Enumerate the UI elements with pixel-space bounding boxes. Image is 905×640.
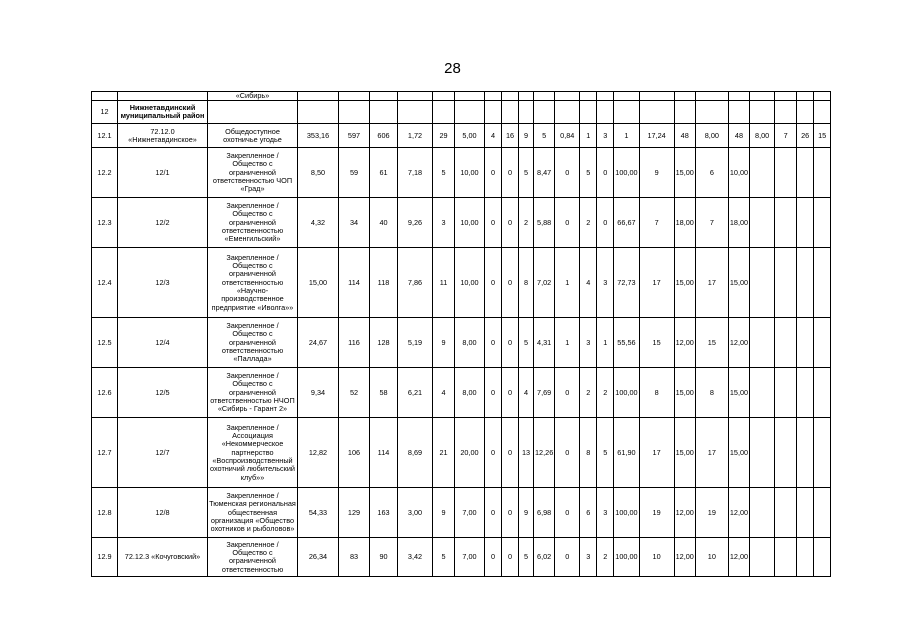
empty-cell [814,538,831,577]
empty-cell [814,198,831,248]
value-cell: 19 [639,488,674,538]
value-cell: 10,00 [455,148,485,198]
row-number-cell: 12.6 [92,368,118,418]
value-cell: 48 [674,124,695,148]
value-cell: 12,82 [298,418,339,488]
value-cell: 100,00 [614,148,639,198]
table-row [92,248,831,318]
value-cell [775,248,797,318]
value-cell: 114 [370,418,398,488]
value-cell: 18,00 [728,198,749,248]
value-cell: 0 [485,198,502,248]
value-cell [775,368,797,418]
value-cell: 72,73 [614,248,639,318]
value-cell: 66,67 [614,198,639,248]
value-cell: 5 [519,318,534,368]
value-cell: 114 [339,248,370,318]
value-cell [797,488,814,538]
value-cell: 6,02 [534,538,555,577]
value-cell: 8 [519,248,534,318]
owner-cell: «Сибирь» [208,92,298,101]
value-cell: 4,32 [298,198,339,248]
code-cell: 72.12.3 «Кочуговский» [118,538,208,577]
value-cell: 9,26 [398,198,433,248]
value-cell: 5 [534,124,555,148]
value-cell: 3 [433,198,455,248]
value-cell: 0 [502,488,519,538]
hunting-grounds-table [91,91,831,577]
value-cell: 0 [555,538,580,577]
value-cell: 54,33 [298,488,339,538]
value-cell: 353,16 [298,124,339,148]
code-cell: 12/7 [118,418,208,488]
value-cell [750,418,775,488]
value-cell: 15 [639,318,674,368]
value-cell: 55,56 [614,318,639,368]
value-cell: 8,50 [298,148,339,198]
value-cell: 2 [519,198,534,248]
value-cell: 9 [519,488,534,538]
value-cell: 5 [519,148,534,198]
value-cell: 7,02 [534,248,555,318]
value-cell: 26 [797,124,814,148]
value-cell: 8,69 [398,418,433,488]
code-cell: 72.12.0 «Нижнетавдинское» [118,124,208,148]
empty-cell [814,488,831,538]
value-cell: 0 [502,318,519,368]
value-cell: 100,00 [614,368,639,418]
value-cell: 1 [614,124,639,148]
section-number: 12 [92,101,118,124]
value-cell [750,368,775,418]
value-cell: 10 [639,538,674,577]
value-cell: 0 [502,368,519,418]
value-cell: 6 [695,148,728,198]
value-cell: 8,47 [534,148,555,198]
empty-cell [814,248,831,318]
value-cell: 21 [433,418,455,488]
value-cell: 34 [339,198,370,248]
value-cell: 100,00 [614,538,639,577]
value-cell: 20,00 [455,418,485,488]
value-cell: 7 [695,198,728,248]
value-cell: 7,00 [455,538,485,577]
value-cell: 26,34 [298,538,339,577]
value-cell: 83 [339,538,370,577]
code-cell: 12/8 [118,488,208,538]
value-cell [775,418,797,488]
value-cell: 0 [485,368,502,418]
value-cell: 7,18 [398,148,433,198]
empty-cell [814,418,831,488]
table-row [92,488,831,538]
value-cell: 7 [639,198,674,248]
value-cell: 16 [502,124,519,148]
value-cell: 0 [502,148,519,198]
value-cell: 7 [775,124,797,148]
value-cell: 18,00 [674,198,695,248]
value-cell: 5 [597,418,614,488]
value-cell: 59 [339,148,370,198]
value-cell: 100,00 [614,488,639,538]
owner-cell: Закрепленное / Общество с ограниченной ответственностью ЧОП «Град» [208,148,298,198]
empty-cell [814,148,831,198]
code-cell: 12/3 [118,248,208,318]
value-cell [797,368,814,418]
value-cell: 0 [485,248,502,318]
value-cell [775,318,797,368]
value-cell [775,488,797,538]
owner-cell: Закрепленное / Тюменская региональная общественная организация «Общество охотников и рыболовов» [208,488,298,538]
value-cell: 8 [639,368,674,418]
value-cell: 9 [433,318,455,368]
value-cell: 5,88 [534,198,555,248]
value-cell: 15,00 [728,248,749,318]
section-title: Нижнетавдинский муниципальный район [118,101,208,124]
table-row [92,148,831,198]
value-cell [775,198,797,248]
value-cell: 48 [728,124,749,148]
value-cell: 0 [555,148,580,198]
value-cell: 129 [339,488,370,538]
value-cell: 19 [695,488,728,538]
value-cell [797,318,814,368]
value-cell: 3 [580,318,597,368]
value-cell: 0 [502,418,519,488]
value-cell: 10,00 [728,148,749,198]
value-cell: 0 [597,198,614,248]
row-number-cell: 12.9 [92,538,118,577]
value-cell: 3 [580,538,597,577]
value-cell: 5 [433,538,455,577]
value-cell: 58 [370,368,398,418]
value-cell: 3 [597,124,614,148]
code-cell: 12/2 [118,198,208,248]
value-cell [797,418,814,488]
value-cell: 8,00 [750,124,775,148]
value-cell: 5,00 [455,124,485,148]
value-cell: 606 [370,124,398,148]
value-cell: 0 [555,368,580,418]
value-cell: 7,69 [534,368,555,418]
value-cell: 12,26 [534,418,555,488]
value-cell: 6,21 [398,368,433,418]
value-cell: 15 [695,318,728,368]
value-cell: 15,00 [298,248,339,318]
value-cell: 11 [433,248,455,318]
row-number-cell: 12.4 [92,248,118,318]
value-cell: 15,00 [728,368,749,418]
value-cell: 9 [433,488,455,538]
value-cell: 116 [339,318,370,368]
value-cell [797,148,814,198]
value-cell: 5 [580,148,597,198]
section-header-row [92,101,831,124]
value-cell: 3,42 [398,538,433,577]
value-cell [797,198,814,248]
page-number: 28 [444,60,461,77]
value-cell [750,318,775,368]
value-cell [750,198,775,248]
value-cell: 118 [370,248,398,318]
value-cell: 106 [339,418,370,488]
value-cell: 0 [597,148,614,198]
value-cell: 4 [433,368,455,418]
value-cell: 15,00 [674,148,695,198]
value-cell [750,488,775,538]
value-cell: 3 [597,248,614,318]
value-cell: 0 [555,198,580,248]
value-cell: 12,00 [674,538,695,577]
value-cell: 12,00 [728,488,749,538]
value-cell: 61 [370,148,398,198]
value-cell: 2 [580,368,597,418]
value-cell: 0 [485,318,502,368]
value-cell: 0 [485,418,502,488]
value-cell: 1 [555,318,580,368]
value-cell: 0 [502,538,519,577]
value-cell: 29 [433,124,455,148]
value-cell: 3 [597,488,614,538]
value-cell [797,538,814,577]
value-cell: 15,00 [728,418,749,488]
value-cell: 2 [597,538,614,577]
owner-cell: Закрепленное / Общество с ограниченной ответственностью «Научно-производственное предприятие «Иволга»» [208,248,298,318]
value-cell: 6,98 [534,488,555,538]
value-cell: 8,00 [455,368,485,418]
table-row [92,198,831,248]
value-cell: 15 [814,124,831,148]
value-cell: 15,00 [674,248,695,318]
value-cell: 3,00 [398,488,433,538]
value-cell: 4 [485,124,502,148]
value-cell: 8,00 [455,318,485,368]
value-cell: 4,31 [534,318,555,368]
code-cell: 12/5 [118,368,208,418]
table-row [92,92,831,101]
code-cell: 12/4 [118,318,208,368]
value-cell: 90 [370,538,398,577]
value-cell: 15,00 [674,418,695,488]
value-cell: 0 [485,538,502,577]
table-row [92,318,831,368]
value-cell: 1 [555,248,580,318]
value-cell: 17 [695,248,728,318]
owner-cell: Закрепленное / Общество с ограниченной ответственностью [208,538,298,577]
row-number-cell: 12.1 [92,124,118,148]
value-cell: 8 [695,368,728,418]
value-cell: 0 [502,248,519,318]
value-cell: 10,00 [455,248,485,318]
value-cell [775,538,797,577]
value-cell: 163 [370,488,398,538]
value-cell: 17 [639,418,674,488]
table-row [92,368,831,418]
value-cell: 2 [580,198,597,248]
value-cell: 7,00 [455,488,485,538]
value-cell: 12,00 [674,488,695,538]
value-cell: 7,86 [398,248,433,318]
row-number-cell: 12.5 [92,318,118,368]
value-cell: 8,00 [695,124,728,148]
value-cell: 52 [339,368,370,418]
value-cell: 0 [555,418,580,488]
value-cell: 24,67 [298,318,339,368]
row-number-cell: 12.2 [92,148,118,198]
owner-cell: Закрепленное / Общество с ограниченной ответственностью «Паллада» [208,318,298,368]
value-cell: 0,84 [555,124,580,148]
value-cell: 9 [639,148,674,198]
value-cell: 597 [339,124,370,148]
value-cell: 1 [580,124,597,148]
value-cell: 40 [370,198,398,248]
owner-cell: Закрепленное / Ассоциация «Некоммерческое партнерство «Воспроизводственный охотничий любительский клуб»» [208,418,298,488]
value-cell: 4 [580,248,597,318]
value-cell [750,538,775,577]
table-row [92,418,831,488]
table-row [92,538,831,577]
value-cell: 2 [597,368,614,418]
value-cell: 17 [695,418,728,488]
owner-cell: Общедоступное охотничье угодье [208,124,298,148]
value-cell: 15,00 [674,368,695,418]
owner-cell: Закрепленное / Общество с ограниченной ответственностью НЧОП «Сибирь - Гарант 2» [208,368,298,418]
value-cell [750,148,775,198]
value-cell: 12,00 [728,318,749,368]
value-cell: 61,90 [614,418,639,488]
value-cell: 12,00 [728,538,749,577]
value-cell: 5 [433,148,455,198]
value-cell [750,248,775,318]
value-cell: 9,34 [298,368,339,418]
value-cell: 12,00 [674,318,695,368]
row-number-cell: 12.3 [92,198,118,248]
value-cell: 4 [519,368,534,418]
empty-cell [814,318,831,368]
value-cell: 9 [519,124,534,148]
table-row [92,124,831,148]
value-cell: 6 [580,488,597,538]
value-cell: 128 [370,318,398,368]
value-cell: 0 [555,488,580,538]
value-cell: 8 [580,418,597,488]
empty-cell [814,368,831,418]
owner-cell: Закрепленное / Общество с ограниченной ответственностью «Еменгильский» [208,198,298,248]
value-cell: 17,24 [639,124,674,148]
value-cell: 5 [519,538,534,577]
value-cell: 1,72 [398,124,433,148]
value-cell: 0 [502,198,519,248]
value-cell: 0 [485,488,502,538]
value-cell: 17 [639,248,674,318]
value-cell: 10 [695,538,728,577]
code-cell: 12/1 [118,148,208,198]
row-number-cell: 12.8 [92,488,118,538]
value-cell: 0 [485,148,502,198]
value-cell: 13 [519,418,534,488]
value-cell [775,148,797,198]
row-number-cell: 12.7 [92,418,118,488]
value-cell: 1 [597,318,614,368]
value-cell [797,248,814,318]
value-cell: 10,00 [455,198,485,248]
value-cell: 5,19 [398,318,433,368]
